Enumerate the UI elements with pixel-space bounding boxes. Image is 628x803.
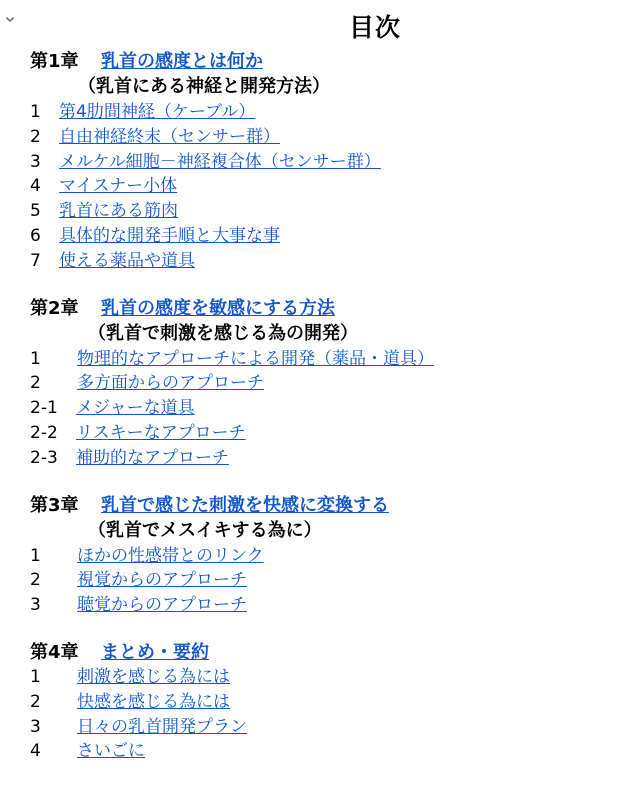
toc-item bbox=[30, 739, 620, 764]
toc-item-link[interactable]: 多方面からのアプローチ bbox=[77, 373, 264, 394]
toc-item-link[interactable]: メジャーな道具 bbox=[76, 398, 195, 419]
toc-item bbox=[30, 224, 620, 249]
toc-item bbox=[30, 199, 620, 224]
item-number: 2-2 bbox=[30, 422, 58, 443]
chapter-1 bbox=[30, 50, 620, 274]
chapter-heading bbox=[30, 297, 620, 321]
chapter-2 bbox=[30, 297, 620, 471]
chapter-title-link[interactable]: 乳首の感度を敏感にする方法 bbox=[101, 297, 335, 319]
chapter-number: 第4章 bbox=[30, 641, 79, 663]
item-number: 7 bbox=[30, 250, 41, 271]
toc-item bbox=[30, 249, 620, 274]
item-number: 2-3 bbox=[30, 447, 58, 468]
toc-title: 目次 bbox=[348, 13, 401, 42]
toc-item-link[interactable]: 使える薬品や道具 bbox=[59, 250, 195, 271]
item-number: 2 bbox=[30, 691, 41, 712]
item-number: 2-1 bbox=[30, 398, 58, 419]
chapter-3 bbox=[30, 494, 620, 618]
toc-item bbox=[30, 421, 620, 446]
chapter-subtitle: （乳首でメスイキする為に） bbox=[88, 519, 322, 541]
item-number: 2 bbox=[30, 570, 41, 591]
toc-item bbox=[30, 568, 620, 593]
toc-item bbox=[30, 125, 620, 150]
toc-item-link[interactable]: 乳首にある筋肉 bbox=[59, 201, 178, 222]
chapter-title-link[interactable]: 乳首の感度とは何か bbox=[101, 51, 263, 72]
item-number: 6 bbox=[30, 225, 41, 246]
toc-item-link[interactable]: 補助的なアプローチ bbox=[76, 447, 229, 468]
item-number: 1 bbox=[30, 545, 41, 566]
toc-item-link[interactable]: マイスナー小体 bbox=[59, 176, 178, 197]
toc-item-link[interactable]: リスキーなアプローチ bbox=[76, 422, 246, 443]
toc-item-link[interactable]: 聴覚からのアプローチ bbox=[77, 595, 247, 616]
chapter-number: 第3章 bbox=[30, 494, 79, 516]
item-number: 3 bbox=[30, 716, 41, 737]
toc-item bbox=[30, 665, 620, 690]
item-number: 2 bbox=[30, 373, 41, 394]
toc-item-link[interactable]: 第4肋間神経（ケーブル） bbox=[59, 102, 256, 122]
chapter-heading bbox=[30, 641, 620, 665]
chapter-4 bbox=[30, 641, 620, 764]
toc-item-link[interactable]: 物理的なアプローチによる開発（薬品・道具） bbox=[77, 348, 434, 369]
chapter-title-link[interactable]: 乳首で感じた刺激を快感に変換する bbox=[101, 494, 389, 516]
toc-item-link[interactable]: 刺激を感じる為には bbox=[77, 666, 230, 687]
toc-item-link[interactable]: ほかの性感帯とのリンク bbox=[77, 545, 264, 566]
toc-item-link[interactable]: 具体的な開発手順と大事な事 bbox=[59, 225, 280, 246]
toc-item-link[interactable]: 視覚からのアプローチ bbox=[77, 570, 247, 591]
toc-item-link[interactable]: 快感を感じる為には bbox=[77, 691, 230, 712]
toc-item bbox=[30, 100, 620, 125]
chapter-subtitle: （乳首で刺激を感じる為の開発） bbox=[88, 322, 358, 344]
toc-item bbox=[30, 347, 620, 372]
chapter-title-link[interactable]: まとめ・要約 bbox=[101, 641, 209, 663]
item-number: 3 bbox=[30, 595, 41, 616]
toc-item bbox=[30, 150, 620, 175]
item-number: 1 bbox=[30, 666, 41, 687]
toc-item bbox=[30, 593, 620, 618]
chapter-number: 第2章 bbox=[30, 297, 79, 319]
toc-item bbox=[30, 396, 620, 421]
toc-item-link[interactable]: メルケル細胞－神経複合体（センサー群） bbox=[59, 151, 381, 172]
item-number: 2 bbox=[30, 126, 41, 147]
chapter-number: 第1章 bbox=[30, 51, 79, 72]
toc-item bbox=[30, 690, 620, 715]
item-number: 5 bbox=[30, 201, 41, 222]
toc-item bbox=[30, 446, 620, 471]
toc-item bbox=[30, 715, 620, 740]
item-number: 4 bbox=[30, 176, 41, 197]
chapter-heading bbox=[30, 50, 620, 74]
toc-item bbox=[30, 544, 620, 569]
toc-item-link[interactable]: 自由神経終末（センサー群） bbox=[59, 126, 280, 147]
item-number: 4 bbox=[30, 741, 41, 762]
toc-item-link[interactable]: 日々の乳首開発プラン bbox=[77, 716, 247, 737]
item-number: 1 bbox=[30, 348, 41, 369]
item-number: 1 bbox=[30, 102, 41, 122]
toc-item-link[interactable]: さいごに bbox=[77, 741, 145, 762]
toc-item bbox=[30, 174, 620, 199]
item-number: 3 bbox=[30, 151, 41, 172]
chapter-subtitle: （乳首にある神経と開発方法） bbox=[78, 76, 330, 97]
toc-item bbox=[30, 371, 620, 396]
table-of-contents bbox=[30, 50, 620, 787]
chapter-heading bbox=[30, 494, 620, 518]
